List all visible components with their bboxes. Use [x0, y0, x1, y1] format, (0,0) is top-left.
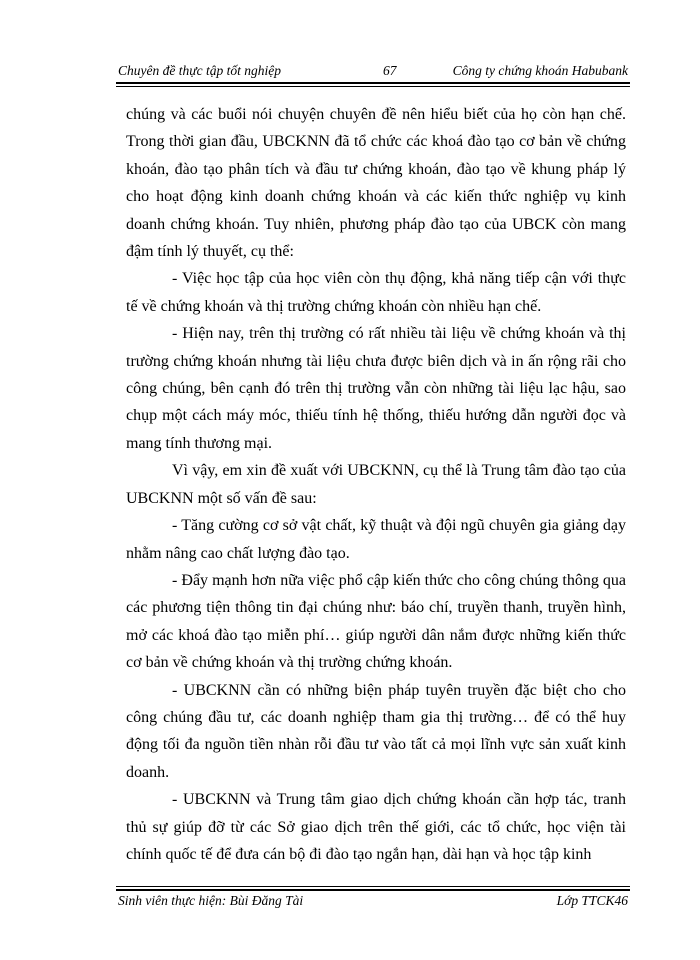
footer-author: Sinh viên thực hiện: Bùi Đăng Tài [118, 893, 304, 908]
header-company-name: Công ty chứng khoán Habubank [452, 63, 628, 78]
paragraph-proposal-2: - Đẩy mạnh hơn nữa việc phổ cập kiến thức cho công chúng thông qua các phương tiện thông tin đại chúng như: báo chí, truyền thanh, truyền hình, mở các khoá đào tạo miễn phí… giúp người dân nắm được những kiến thức cơ bản về chứng khoán và thị trường chứng khoán. [126, 571, 626, 672]
page-header [118, 63, 628, 83]
paragraph-bullet-2: - Hiện nay, trên thị trường có rất nhiều tài liệu về chứng khoán và thị trường chứng khoán nhưng tài liệu chưa được biên dịch và in ấn rộng rãi cho công chúng, bên cạnh đó trên thị trường vẫn còn những tài liệu lạc hậu, sao chụp một cách máy móc, thiếu tính hệ thống, thiếu hướng dẫn người đọc và mang tính thương mại. [126, 325, 626, 452]
paragraph-proposal-intro: Vì vậy, em xin đề xuất với UBCKNN, cụ thể là Trung tâm đào tạo của UBCKNN một số vấn đề sau: [126, 462, 626, 507]
paragraph-proposal-1: - Tăng cường cơ sở vật chất, kỹ thuật và đội ngũ chuyên gia giảng dạy nhằm nâng cao chất lượng đào tạo. [126, 517, 626, 562]
header-rule [116, 82, 630, 87]
header-page-number: 67 [383, 63, 397, 78]
paragraph-bullet-1: - Việc học tập của học viên còn thụ động, khả năng tiếp cận với thực tế về chứng khoán và thị trường chứng khoán còn nhiều hạn chế. [126, 270, 626, 315]
paragraph-proposal-4: - UBCKNN và Trung tâm giao dịch chứng khoán cần hợp tác, tranh thủ sự giúp đỡ từ các Sở giao dịch trên thế giới, các tổ chức, học viện tài chính quốc tế để đưa cán bộ đi đào tạo ngắn hạn, dài hạn và học tập kinh [126, 791, 626, 863]
footer-rule [116, 886, 630, 891]
paragraph-intro: chúng và các buổi nói chuyện chuyên đề nên hiểu biết của họ còn hạn chế. Trong thời gian đầu, UBCKNN đã tổ chức các khoá đào tạo cơ bản về chứng khoán, đào tạo phân tích và đầu tư chứng khoán, đào tạo về khung pháp lý cho hoạt động kinh doanh chứng khoán và các kiến thức nghiệp vụ kinh doanh chứng khoán. Tuy nhiên, phương pháp đào tạo của UBCK còn mang đậm tính lý thuyết, cụ thể: [126, 106, 626, 261]
page-footer [118, 893, 628, 913]
paragraph-proposal-3: - UBCKNN cần có những biện pháp tuyên truyền đặc biệt cho cho công chúng đầu tư, các doanh nghiệp tham gia thị trường… để có thể huy động tối đa nguồn tiền nhàn rỗi đầu tư vào tất cả mọi lĩnh vực sản xuất kinh doanh. [126, 681, 626, 781]
page-body [126, 101, 626, 868]
footer-class: Lớp TTCK46 [556, 893, 628, 908]
header-document-title: Chuyên đề thực tập tốt nghiệp [118, 63, 281, 78]
